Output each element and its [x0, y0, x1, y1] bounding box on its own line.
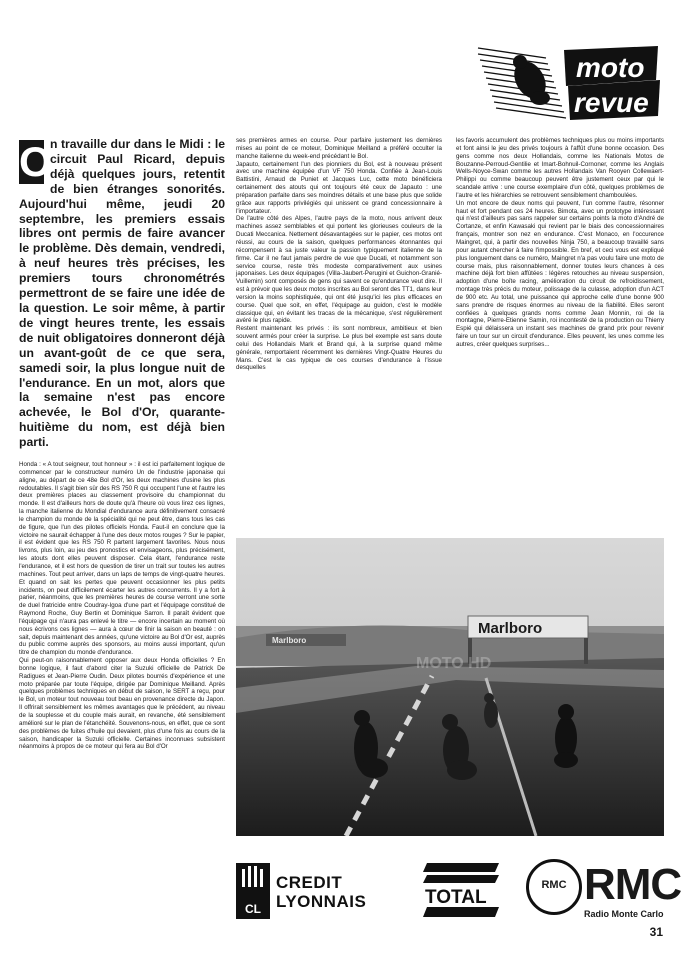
credit-lyonnais-line1: CREDIT: [276, 873, 343, 892]
moto-revue-logo: [468, 40, 664, 124]
photo-watermark: MOTO HD: [416, 655, 492, 672]
article-column-1: [19, 137, 225, 751]
sponsor-bar: [236, 857, 682, 925]
page-number: 31: [649, 925, 663, 939]
credit-lyonnais-wordmark: [276, 873, 366, 911]
moto-revue-logo-graphic: [468, 40, 664, 124]
paragraph: les favoris accumulent des problèmes techniques plus ou moins importants et font ainsi le jeu des privés toujours à l'affût d'une bonne occasion. Des gens comme nos deux Hollandais, comme les Nationals Motos de Bouzanne-Perroud-Gentilie et Imart-Bohnuil-Cornoner, comme les Anglais Wells-Noyce-Swan comme les autres Hollandais Van Rooyen Collewaert-Philippi ou comme beaucoup peuvent être justement ceux par qui le scandale arrive : une course exemplaire d'un côté, quelques problèmes de l'autre et les hiérarchies se retrouvent sensiblement chamboulées.: [456, 137, 664, 199]
lion-icon: [236, 863, 270, 893]
credit-lyonnais-logo: [236, 863, 396, 919]
total-logo: [421, 861, 501, 919]
paragraph: Restent maintenant les privés : ils sont nombreux, ambitieux et bien souvent armés pour créer la surprise. Le plus bel exemple est sans doute celui des Hollandais Mark et Brand qui, à la surprise quand même générale, remportaient récemment les dernières Vingt-Quatre Heures du Mans. C'est le cas typique de ces courses d'endurance à l'issue desquelles: [236, 325, 442, 372]
rmc-logo: [526, 859, 682, 923]
logo-line1: moto: [576, 52, 645, 83]
rmc-subtitle: Radio Monte Carlo: [584, 909, 664, 919]
rmc-wordmark: RMC: [584, 860, 682, 909]
race-photo-image: [236, 538, 664, 836]
rmc-badge-text: RMC: [541, 879, 567, 891]
lead-text: n travaille dur dans le Midi : le circuit Paul Ricard, depuis déjà quelques jours, retentit de bien étranges sonorités. Aujourd'hui même, jeudi 20 septembre, les premiers essais libres ont permis de faire avancer le problème. Dès demain, vendredi, à neuf heures très précises, les premiers tours chronométrés permettront de se faire une idée de la question. Le soir même, à partir de vingt heures trente, les essais de nuit obligatoires donneront déjà un avant-goût de ce que sera, samedi soir, la plus longue nuit de l'endurance. En un mot, alors que la semaine n'est pas encore achevée, le Bol d'Or, quarante-huitième du nom, est déjà bien parti.: [19, 137, 225, 450]
paragraph: De l'autre côté des Alpes, l'autre pays de la moto, nous arrivent deux machines assez semblables et qui portent les glorieuses couleurs de la Ducati Meccanica. Nettement désavantagées sur le papier, ces motos ont réussi, au cours de la saison, quelques performances étonnantes qui récompensent à sa juste valeur la passion typiquement italienne de la firme. Car il ne faut jamais perdre de vue que Ducati, et notamment son service course, reste très modeste comparativement aux usines japonaises. Les deux équipages (Villa-Jaubert-Perugini et Guichon-Granié-Vuillemin) sont composés de gens qui savent ce qu'endurance veut dire. Il est à prévoir que les deux motos inscrites au Bol seront des TT1, dans leur version la moins sophistiquée, qui ont été jusqu'ici les plus efficaces en course. Quel que soit, en effet, l'équipage au guidon, c'est le modèle classique qui, en évitant les tracas de la mécanique, s'est régulièrement avéré le plus rapide.: [236, 215, 442, 325]
race-photo: [236, 538, 664, 836]
article-column-3: [456, 137, 664, 349]
credit-lyonnais-initials: CL: [245, 902, 261, 916]
banner-left: Marlboro: [272, 636, 307, 645]
total-stripes-icon: [421, 861, 501, 919]
paragraph: Japauto, certainement l'un des pionniers du Bol, est à nouveau présent avec une machine équipée d'un VF 750 Honda. Confiée à Jean-Louis Battistini, Arnaud de Puniet et Jacques Luc, cette moto bénéficiera certainement des atouts qui ont toujours été ceux de Japauto : une préparation parfaite dans ses moindres détails et une base plus que solide grâce aux rapports privilégiés qui unissent ce grand concessionnaire à l'importateur.: [236, 160, 442, 215]
logo-line2: revue: [574, 87, 649, 118]
paragraph: Honda : « A tout seigneur, tout honneur » : il est ici parfaitement logique de commencer par le constructeur numéro Un de l'industrie japonaise qui aligne, au départ de ce 48e Bol d'Or, les deux machines d'usine les plus redoutables. Il s'agit bien sûr des RS 750 R qui occupent l'une et l'autre les deux premières places au classement provisoire du championnat du monde. Il est d'ailleurs hors de doute qu'à l'heure où vous lirez ces lignes, la manche italienne du Mondial d'endurance aura définitivement consacré le champion du monde de la spécialité qui ne peut être, dans tous les cas de figure, que l'un des pilotes officiels Honda. Faut-il en conclure que la victoire ne saurait échapper à l'une des deux motos rouges ? Sur le papier, il est évident que les RS 750 R partent largement favorites. Nous nous livrons, plus loin, au jeu des pronostics et envisageons, plus précisément, les atouts dont elles peuvent disposer. Cela étant, l'endurance reste l'endurance, et il est hors de question de tirer un trait sur toutes les autres machines. Tout peut arriver, dans un laps de temps de vingt-quatre heures. Et quand on sait les pertes que peuvent occasionner les plus petits incidents, on peut difficilement écarter les autres concurrents. Il y a fort à parier, néanmoins, que les premières heures de course verront une sorte de duel fratricide entre Coudray-Igoa d'une part et l'équipage constitué de Raymond Roche, Guy Bertin et Dominique Sarron. Il paraît évident que l'équipage qui n'aura pas enlevé le titre — encore incertain au moment où nous écrivons ces lignes — aura à cœur de finir la saison en beauté : on sait, depuis maintenant des années, qu'une victoire au Bol d'Or est, auprès du public comme auprès des sponsors, au moins aussi important, qu'un titre de champion du monde d'endurance.: [19, 461, 225, 657]
total-wordmark: TOTAL: [425, 887, 487, 908]
rmc-badge: [526, 859, 582, 915]
banner-marlboro: Marlboro: [478, 620, 543, 637]
credit-lyonnais-line2: LYONNAIS: [276, 892, 367, 911]
paragraph: Un mot encore de deux noms qui peuvent, l'un comme l'autre, résonner haut et fort pendant ces 24 heures. Bimota, avec un prototype intéressant qui n'est d'ailleurs pas sans rappeler sur certains points la moto d'André de Cortanze, et enfin Kawasaki qui revient par le biais des concessionnaires français, montrer son nez en endurance. C'est Monaco, en l'occurence Maingret, qui, à partir des nouvelles Ninja 750, a beaucoup travaillé sans pour autant chercher à faire l'impossible. En bref, et ceci vous est expliqué plus longuement dans ce numéro, Maingret n'a pas voulu faire une moto de course mais, plus raisonnablement, donner toutes leurs chances à ces machine déjà fort bien affûtées : légères retouches au niveau suspension, adoption d'une boîte racing, amélioration du circuit de refroidissement, montage très précis du moteur, polissage de la culasse, adoption d'un ACT de 900 etc. Au total, une puissance qui approche celle d'une bonne 900 sans prendre de risques énormes au niveau de la fiabilité. Elles seront confiées à quelques grands noms comme Jean Monnin, roi de la montagne, Pierre-Etienne Samin, roi incontesté de la production ou Thierry Espié qui délaissera un instant ses machines de grand prix pour revenir faire un tour sur un circuit d'endurance. Elles peuvent, les unes comme les autres, créer quelques surprises...: [456, 199, 664, 348]
credit-lyonnais-badge: [236, 863, 270, 919]
drop-cap: O: [19, 138, 52, 185]
article-lead: [19, 137, 225, 452]
paragraph: ses premières armes en course. Pour parfaire justement les dernières mises au point de ce moteur, Dominique Meilland a préféré occulter la manche italienne du week-end précédant le Bol.: [236, 137, 442, 160]
article-column-2: [236, 137, 442, 372]
paragraph: Qui peut-on raisonnablement opposer aux deux Honda officielles ? En bonne logique, il faut d'abord citer la Suzuki officielle de Patrick De Radigues et Jean-Pierre Oudin. Deux pilotes bourrés d'expérience et une moto préparée par toute l'équipe, dirigée par Dominique Meilland. Après quelques problèmes techniques en début de saison, le SERT a reçu, pour le Bol, un moteur tout nouveau tout beau en provenance directe du Japon. Il offrirait sensiblement les mêmes avantages que le précédent, au niveau de la souplesse et du couple mais aurait, en revanche, été sensiblement amélioré sur le plan de l'étanchéité. Souvenons-nous, en effet, que ce sont des problèmes de fuites d'huile qui devaient, plus d'une fois au cours de la saison, handicaper la Suzuki officielle. Certaines inconnues subsistent néanmoins à propos de ce moteur qui fera au Bol d'Or: [19, 657, 225, 751]
